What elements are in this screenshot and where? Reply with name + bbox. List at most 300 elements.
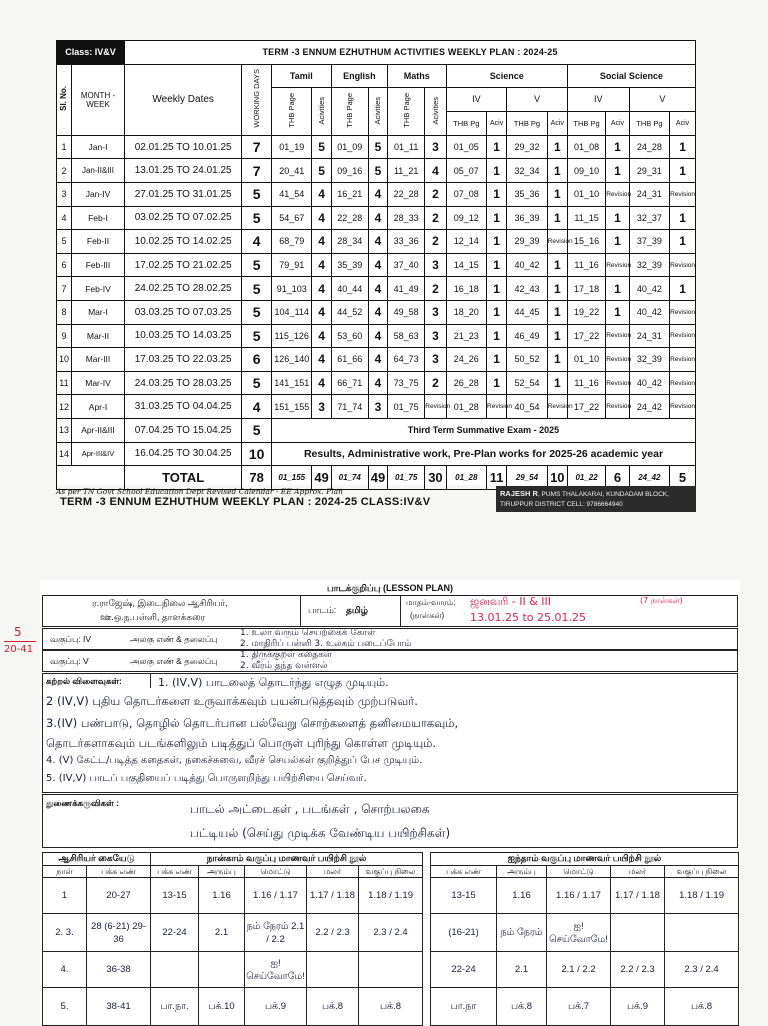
sl-no-header: Sl. No. (59, 86, 69, 112)
col-page-4: பக்க எண் (151, 866, 199, 878)
cell-ss5-a: Revision (670, 371, 696, 395)
total-label: TOTAL (125, 466, 242, 490)
cell-s5-a: 1 (547, 253, 567, 277)
cell-dates: 17.03.25 TO 22.03.25 (125, 348, 242, 372)
cell-ss4-a: Revision (606, 253, 629, 277)
cell-dates: 07.04.25 TO 15.04.25 (125, 418, 242, 442)
margin-note-days: 5 (14, 625, 22, 639)
worksheet-cell-m4: 1.16 / 1.17 (245, 878, 307, 914)
cell-ss5-p: 24_42 (629, 395, 669, 419)
plan-row (57, 206, 696, 230)
cell-wd: 7 (242, 135, 272, 159)
cell-working-days: 5 (242, 418, 272, 442)
cell-ta-p: 54_67 (272, 206, 312, 230)
maths-activities-header: Acivities (430, 96, 440, 125)
worksheet-cell-p5: 22-24 (431, 952, 497, 988)
cell-ss4-a: 1 (606, 159, 629, 183)
cell-week: Apr-I (71, 395, 124, 419)
cell-ss5-a: Revision (670, 348, 696, 372)
science-iv-header: IV (446, 88, 507, 112)
worksheet-cell-v4: 1.18 / 1.19 (359, 878, 423, 914)
grade5-unit-label: அலகு எண் & தலைப்பு (130, 656, 218, 666)
cell-ss4-p: 17_22 (567, 395, 605, 419)
cell-ma-p: 49_58 (388, 300, 425, 324)
cell-ss5-p: 24_28 (629, 135, 669, 159)
cell-ss4-a: Revision (606, 348, 629, 372)
cell-ma-a: 3 (425, 348, 446, 372)
cell-s5-a: 1 (547, 324, 567, 348)
cell-ss5-p: 40_42 (629, 277, 669, 301)
worksheet-row (431, 878, 739, 914)
span-row-13 (57, 418, 696, 442)
plan-title: TERM -3 ENNUM EZHUTHUM ACTIVITIES WEEKLY PLAN : 2024-25 (125, 41, 696, 65)
cell-s5-a: 1 (547, 348, 567, 372)
social-iv-header: IV (567, 88, 629, 112)
cell-week: Jan-I (71, 135, 124, 159)
cell-week: Mar-I (71, 300, 124, 324)
cell-s5-a: 1 (547, 300, 567, 324)
subject-label: பாடம்: (308, 605, 337, 615)
aids-label: துணைக்கருவிகள் : (46, 798, 119, 808)
cell-wd: 4 (242, 230, 272, 254)
cell-dates: 31.03.25 TO 04.04.25 (125, 395, 242, 419)
cell-dates: 27.01.25 TO 31.01.25 (125, 182, 242, 206)
cell-sl: 3 (57, 182, 72, 206)
worksheet-cell-v5 (665, 914, 739, 952)
col-page-5: பக்க எண் (431, 866, 497, 878)
total-maths-activities: 30 (425, 466, 446, 490)
cell-sl: 6 (57, 253, 72, 277)
grade5-unit-2: 2. வீரம் தந்த வள்ளல் (240, 661, 328, 671)
worksheet-cell-p4: 13-15 (151, 878, 199, 914)
calendar-footnote: As per TN Govt School Education Dept Revised Calendar - EE Approx. Plan (56, 487, 343, 496)
plan-row (57, 277, 696, 301)
cell-sl: 5 (57, 230, 72, 254)
cell-en-a: 5 (368, 159, 387, 183)
cell-ma-p: 37_40 (388, 253, 425, 277)
cell-s5-p: 52_54 (507, 371, 547, 395)
month-note: (7 நாள்கள்) (640, 596, 683, 605)
worksheet-cell-page: 20-27 (87, 878, 151, 914)
sci5-aciv-header: Aciv (547, 111, 567, 135)
cell-ss5-a: 1 (670, 230, 696, 254)
outcome-1: 1. (IV,V) பாடலைத் தொடர்ந்து எழுத முடியும். (158, 676, 389, 689)
cell-ma-a: 2 (425, 277, 446, 301)
weekly-plan-document (56, 40, 696, 485)
cell-en-p: 61_66 (331, 348, 368, 372)
grade4-rows (43, 878, 423, 1026)
outcome-4: 4. (V) கேட்ட/படித்த கதைகள், நகைச்சுவை, வீரச் செயல்கள் குறித்துப் பேச முடியும். (46, 755, 423, 766)
cell-wd: 4 (242, 395, 272, 419)
cell-en-p: 53_60 (331, 324, 368, 348)
weekly-dates-header: Weekly Dates (125, 64, 242, 135)
cell-s4-p: 24_26 (446, 348, 486, 372)
results-note: Results, Administrative work, Pre-Plan works for 2025-26 academic year (272, 442, 696, 466)
teacher-guide-header: ஆசிரியர் கையேடு (43, 853, 151, 866)
cell-ss5-p: 40_42 (629, 371, 669, 395)
cell-dates: 10.02.25 TO 14.02.25 (125, 230, 242, 254)
cell-ss5-a: Revision (670, 182, 696, 206)
cell-wd: 6 (242, 348, 272, 372)
worksheet-row (43, 914, 423, 952)
cell-dates: 03.03.25 TO 07.03.25 (125, 300, 242, 324)
cell-wd: 5 (242, 253, 272, 277)
cell-ma-p: 73_75 (388, 371, 425, 395)
teacher-name: ர.ராஜேஷ், இடைநிலை ஆசிரியர், (92, 598, 228, 608)
cell-ma-p: 01_75 (388, 395, 425, 419)
cell-ss5-a: Revision (670, 253, 696, 277)
science-v-header: V (507, 88, 568, 112)
cell-s4-p: 18_20 (446, 300, 486, 324)
total-working-days: 78 (242, 466, 272, 490)
cell-s4-a: 1 (487, 206, 507, 230)
cell-en-p: 01_09 (331, 135, 368, 159)
cell-s4-a: 1 (487, 348, 507, 372)
cell-sl: 13 (57, 418, 72, 442)
grade4-worksheet-table (42, 852, 423, 1026)
cell-s4-a: Revision (487, 395, 507, 419)
cell-ss5-a: 1 (670, 277, 696, 301)
total-sci4-pages: 01_28 (446, 466, 486, 490)
cell-ta-a: 3 (312, 395, 331, 419)
date-range: 13.01.25 to 25.01.25 (470, 611, 587, 624)
plan-row (57, 159, 696, 183)
col-malar-5: மலர் (611, 866, 665, 878)
cell-ss4-p: 15_16 (567, 230, 605, 254)
col-level-4: வகுப்பு நிலை (359, 866, 423, 878)
worksheet-cell-m4: பக்.9 (245, 988, 307, 1026)
worksheet-cell-day: 1 (43, 878, 87, 914)
cell-s4-a: 1 (487, 182, 507, 206)
cell-sl: 1 (57, 135, 72, 159)
worksheet-cell-a4 (199, 952, 245, 988)
cell-ma-p: 41_49 (388, 277, 425, 301)
grade4-unit-label: அலகு எண் & தலைப்பு (130, 634, 218, 644)
cell-sl: 12 (57, 395, 72, 419)
cell-ss5-p: 32_39 (629, 348, 669, 372)
cell-wd: 7 (242, 159, 272, 183)
worksheet-row (43, 952, 423, 988)
col-arumbu-5: அரும்பு (497, 866, 547, 878)
cell-ta-a: 4 (312, 277, 331, 301)
worksheet-cell-ml5: 2.2 / 2.3 (611, 952, 665, 988)
lesson-plan-title: பாடக்குறிப்பு (LESSON PLAN) (327, 583, 453, 593)
worksheet-cell-v4 (359, 952, 423, 988)
cell-ta-p: 115_126 (272, 324, 312, 348)
cell-week: Mar-II (71, 324, 124, 348)
cell-en-a: 4 (368, 277, 387, 301)
cell-ma-a: 3 (425, 135, 446, 159)
cell-s4-p: 05_07 (446, 159, 486, 183)
cell-ss5-a: Revision (670, 300, 696, 324)
cell-ta-a: 4 (312, 230, 331, 254)
col-mottu-4: மொட்டு (245, 866, 307, 878)
cell-ss4-a: 1 (606, 206, 629, 230)
cell-sl: 4 (57, 206, 72, 230)
cell-s5-a: 1 (547, 371, 567, 395)
maths-thb-header: THB Page (401, 93, 411, 128)
plan-row (57, 324, 696, 348)
cell-s5-p: 36_39 (507, 206, 547, 230)
worksheet-cell-p4 (151, 952, 199, 988)
cell-en-p: 09_16 (331, 159, 368, 183)
english-thb-header: THB Page (345, 93, 355, 128)
cell-s4-a: 1 (487, 324, 507, 348)
worksheet-cell-day: 5. (43, 988, 87, 1026)
cell-ta-a: 4 (312, 253, 331, 277)
cell-sl: 14 (57, 442, 72, 466)
worksheet-cell-ml5 (611, 914, 665, 952)
aid-2: பட்டியல் (செய்து முடிக்க வேண்டிய பயிற்சிகள்) (190, 826, 451, 840)
total-english-activities: 49 (368, 466, 387, 490)
cell-ma-a: 2 (425, 182, 446, 206)
aid-1: பாடல் அட்டைகள் , படங்கள் , சொற்பலகை (190, 802, 430, 816)
cell-week: Feb-I (71, 206, 124, 230)
cell-dates: 13.01.25 TO 24.01.25 (125, 159, 242, 183)
worksheet-cell-v5: பக்.8 (665, 988, 739, 1026)
cell-dates: 16.04.25 TO 30.04.25 (125, 442, 242, 466)
cell-s4-p: 26_28 (446, 371, 486, 395)
sci4-thb-header: THB Pg (446, 111, 486, 135)
sci5-thb-header: THB Pg (507, 111, 547, 135)
worksheet-cell-m4: நம் நேரம் 2.1 / 2.2 (245, 914, 307, 952)
outcome-2: 2 (IV,V) புதிய தொடர்களை உருவாக்கவும் பயன்படுத்தவும் முற்படுவர். (46, 694, 418, 708)
worksheet-cell-m4: ஐ! செய்வோமே! (245, 952, 307, 988)
cell-en-p: 71_74 (331, 395, 368, 419)
cell-en-p: 28_34 (331, 230, 368, 254)
worksheet-cell-a4: 2.1 (199, 914, 245, 952)
worksheet-cell-a5: 1.16 (497, 878, 547, 914)
cell-ss4-p: 11_15 (567, 206, 605, 230)
cell-sl: 7 (57, 277, 72, 301)
cell-en-p: 66_71 (331, 371, 368, 395)
worksheet-cell-ml4: 2.2 / 2.3 (307, 914, 359, 952)
cell-ss4-a: Revision (606, 182, 629, 206)
cell-s5-a: 1 (547, 277, 567, 301)
margin-note-pages: 20-41 (4, 644, 34, 655)
cell-ta-a: 4 (312, 182, 331, 206)
worksheet-cell-p5: 13-15 (431, 878, 497, 914)
cell-ss4-a: Revision (606, 371, 629, 395)
cell-s4-a: 1 (487, 300, 507, 324)
cell-en-a: 4 (368, 324, 387, 348)
plan-rows (57, 135, 696, 418)
cell-s4-a: 1 (487, 277, 507, 301)
cell-ss4-p: 01_10 (567, 348, 605, 372)
grade4-book-header: நான்காம் வகுப்பு மாணவர் பயிற்சி நூல் (151, 853, 423, 866)
class-tag: Class: IV&V (57, 41, 125, 65)
cell-en-a: 4 (368, 206, 387, 230)
cell-ss4-a: 1 (606, 135, 629, 159)
worksheet-cell-day: 2. 3. (43, 914, 87, 952)
cell-ss4-p: 09_10 (567, 159, 605, 183)
cell-ss5-a: 1 (670, 206, 696, 230)
cell-week: Feb-IV (71, 277, 124, 301)
grade5-label: வகுப்பு: V (50, 656, 89, 666)
worksheet-cell-p4: பா.நா. (151, 988, 199, 1026)
cell-wd: 5 (242, 371, 272, 395)
cell-en-a: 4 (368, 371, 387, 395)
cell-s4-p: 21_23 (446, 324, 486, 348)
cell-en-a: 4 (368, 300, 387, 324)
cell-ss4-a: Revision (606, 395, 629, 419)
grade5-unit-1: 1. திருக்குறள் கதைகள் (240, 650, 332, 660)
worksheet-cell-v5: 1.18 / 1.19 (665, 878, 739, 914)
cell-ta-p: 141_151 (272, 371, 312, 395)
cell-wd: 5 (242, 277, 272, 301)
cell-ss4-p: 11_16 (567, 253, 605, 277)
cell-s5-a: 1 (547, 206, 567, 230)
cell-ss5-p: 40_42 (629, 300, 669, 324)
cell-dates: 24.02.25 TO 28.02.25 (125, 277, 242, 301)
cell-s4-p: 16_18 (446, 277, 486, 301)
total-tamil-pages: 01_155 (272, 466, 312, 490)
cell-ta-p: 126_140 (272, 348, 312, 372)
social-science-header: Social Science (567, 64, 695, 88)
cell-ma-a: 3 (425, 300, 446, 324)
tamil-thb-header: THB Page (287, 93, 297, 128)
cell-s5-a: 1 (547, 182, 567, 206)
cell-ma-a: Revision (425, 395, 446, 419)
cell-en-a: 4 (368, 182, 387, 206)
worksheet-cell-day: 4. (43, 952, 87, 988)
cell-ma-p: 33_36 (388, 230, 425, 254)
col-page: பக்க எண் (87, 866, 151, 878)
worksheet-cell-ml4 (307, 952, 359, 988)
cell-s5-p: 29_39 (507, 230, 547, 254)
cell-ta-p: 151_155 (272, 395, 312, 419)
cell-ss5-a: 1 (670, 135, 696, 159)
plan-row (57, 348, 696, 372)
worksheet-cell-a4: பக்.10 (199, 988, 245, 1026)
col-malar-4: மலர் (307, 866, 359, 878)
cell-week: Mar-III (71, 348, 124, 372)
grade5-rows (431, 878, 739, 1026)
cell-ss5-p: 24_31 (629, 324, 669, 348)
cell-ma-a: 4 (425, 159, 446, 183)
worksheet-cell-a5: நம் நேரம் (497, 914, 547, 952)
weekly-plan-table (56, 40, 696, 490)
cell-ss4-p: 11_16 (567, 371, 605, 395)
grade5-worksheet-table (430, 852, 739, 1026)
cell-s5-p: 29_32 (507, 135, 547, 159)
cell-ta-a: 4 (312, 348, 331, 372)
cell-ss5-p: 37_39 (629, 230, 669, 254)
span-row-14 (57, 442, 696, 466)
total-sci5-pages: 29_54 (507, 466, 547, 490)
outcome-5: 5. (IV,V) பாடப் பகுதியைப் படித்து பொருளறிந்து பயிற்சியை செய்வர். (46, 773, 367, 784)
cell-dates: 24.03.25 TO 28.03.25 (125, 371, 242, 395)
cell-s5-p: 42_43 (507, 277, 547, 301)
cell-en-p: 22_28 (331, 206, 368, 230)
grade4-unit-2: 2. மாதிரிப் பள்ளி 3. உலகம் படைப்போம் (240, 639, 412, 649)
social-v-header: V (629, 88, 695, 112)
cell-ss5-p: 32_39 (629, 253, 669, 277)
cell-en-a: 4 (368, 230, 387, 254)
cell-ta-p: 41_54 (272, 182, 312, 206)
cell-sl: 2 (57, 159, 72, 183)
cell-week: Feb-III (71, 253, 124, 277)
worksheet-cell-ml5: 1.17 / 1.18 (611, 878, 665, 914)
total-ss5-activities: 5 (670, 466, 696, 490)
worksheet-cell-page: 28 (6-21) 29-36 (87, 914, 151, 952)
cell-ta-a: 5 (312, 135, 331, 159)
cell-en-p: 35_39 (331, 253, 368, 277)
cell-working-days: 10 (242, 442, 272, 466)
cell-ss5-p: 24_31 (629, 182, 669, 206)
cell-s5-p: 35_36 (507, 182, 547, 206)
col-level-5: வகுப்பு நிலை (665, 866, 739, 878)
worksheet-row (431, 952, 739, 988)
cell-ma-p: 28_33 (388, 206, 425, 230)
ss4-aciv-header: Aciv (606, 111, 629, 135)
cell-ma-p: 64_73 (388, 348, 425, 372)
cell-s4-p: 14_15 (446, 253, 486, 277)
cell-ss5-a: Revision (670, 324, 696, 348)
cell-ss4-p: 01_08 (567, 135, 605, 159)
cell-ta-a: 4 (312, 324, 331, 348)
school-name: ஊ.ஒ.ந.பள்ளி, தாளக்கரை (100, 612, 206, 622)
total-maths-pages: 01_75 (388, 466, 425, 490)
author-school: , PUMS THALAKARAI, KUNDADAM BLOCK, (537, 491, 669, 498)
cell-ma-a: 3 (425, 324, 446, 348)
cell-ma-a: 2 (425, 230, 446, 254)
cell-sl: 9 (57, 324, 72, 348)
month-week-header: MONTH - WEEK (71, 64, 124, 135)
cell-ta-a: 4 (312, 206, 331, 230)
cell-week: Feb-II (71, 230, 124, 254)
total-sci5-activities: 10 (547, 466, 567, 490)
plan-row (57, 230, 696, 254)
total-ss4-activities: 6 (606, 466, 629, 490)
worksheet-cell-m5: 2.1 / 2.2 (547, 952, 611, 988)
cell-s5-a: Revision (547, 395, 567, 419)
worksheet-cell-ml4: 1.17 / 1.18 (307, 878, 359, 914)
cell-week: Apr-III&IV (71, 442, 124, 466)
grade4-label: வகுப்பு: IV (50, 634, 92, 644)
margin-note (2, 625, 40, 665)
worksheet-cell-m5: ஐ! செய்வோமே! (547, 914, 611, 952)
cell-s4-p: 07_08 (446, 182, 486, 206)
worksheet-cell-v4: பக்.8 (359, 988, 423, 1026)
cell-s5-p: 32_34 (507, 159, 547, 183)
cell-week: Apr-II&III (71, 418, 124, 442)
cell-ta-p: 68_79 (272, 230, 312, 254)
cell-s5-p: 40_42 (507, 253, 547, 277)
cell-en-a: 4 (368, 348, 387, 372)
cell-en-p: 16_21 (331, 182, 368, 206)
cell-ss4-p: 17_22 (567, 324, 605, 348)
maths-header: Maths (388, 64, 447, 88)
plan-row (57, 395, 696, 419)
cell-ss5-p: 29_31 (629, 159, 669, 183)
worksheet-cell-v5: 2.3 / 2.4 (665, 952, 739, 988)
worksheet-cell-v4: 2.3 / 2.4 (359, 914, 423, 952)
month-week-label: மாதம்-வாரம்: (406, 598, 456, 607)
subject-value: தமிழ் (346, 605, 368, 615)
cell-ss4-p: 19_22 (567, 300, 605, 324)
cell-ta-p: 01_19 (272, 135, 312, 159)
cell-ma-a: 2 (425, 206, 446, 230)
cell-s5-a: 1 (547, 159, 567, 183)
lesson-plan-sheet (40, 580, 740, 1024)
summative-exam-note: Third Term Summative Exam - 2025 (272, 418, 696, 442)
month-value: ஜனவரி - II & III (470, 595, 552, 608)
outcomes-label: கற்றல் விளைவுகள்: (46, 676, 122, 686)
outcome-3-cont: தொடர்களாகவும் படங்களிலும் படித்துப் பொருள் புரிந்து கொள்ள முடியும். (46, 736, 437, 750)
cell-wd: 5 (242, 182, 272, 206)
worksheet-cell-ml5: பக்.9 (611, 988, 665, 1026)
